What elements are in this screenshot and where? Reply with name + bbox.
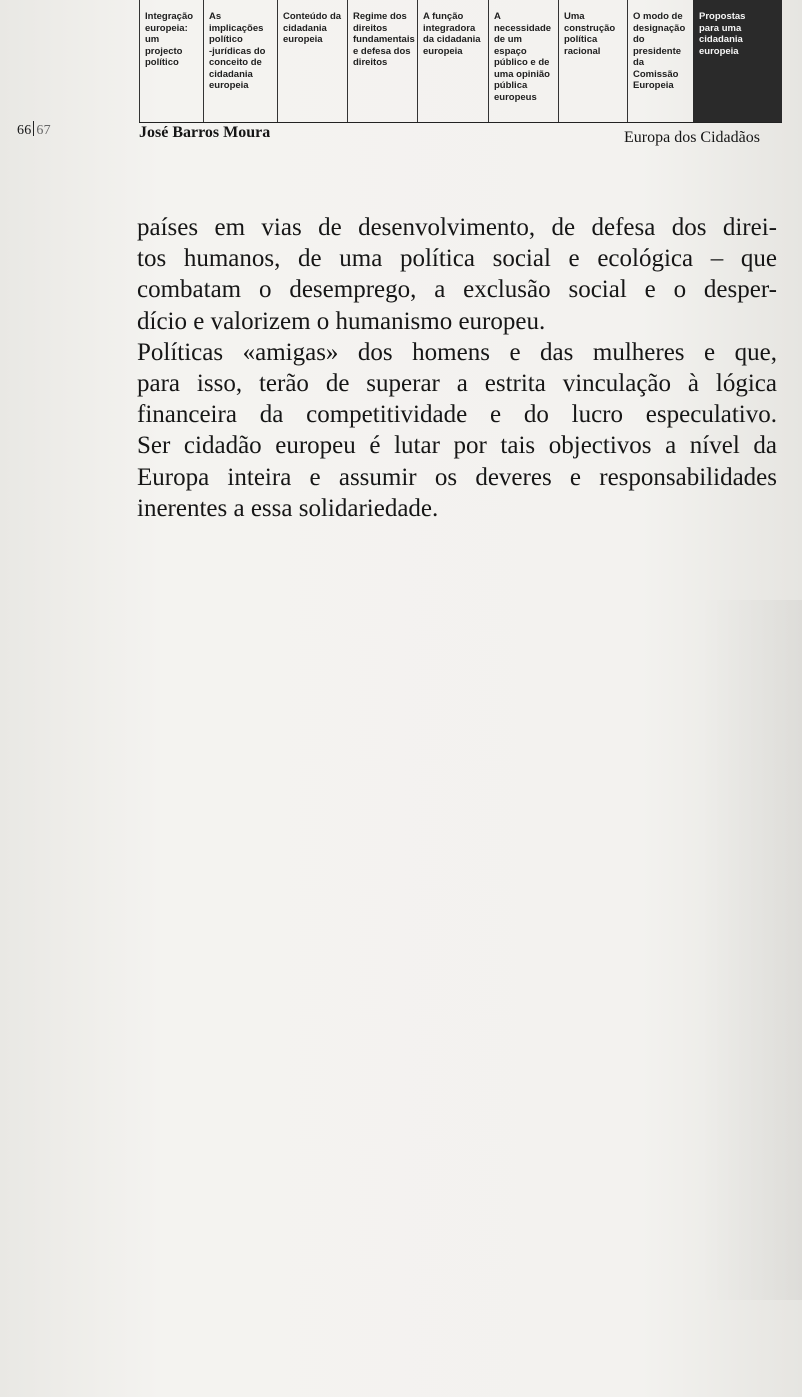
text-line: Políticas «amigas» dos homens e das mulheres e que, bbox=[137, 338, 777, 366]
toc-cell-implicacoes: As implicações político -jurídicas do conceito de cidadania europeia bbox=[203, 0, 277, 122]
text-line: inerentes a essa solidariedade. bbox=[137, 494, 439, 522]
text-line: tos humanos, de uma política social e ecológica – que bbox=[137, 245, 777, 273]
text-line: Ser cidadão europeu é lutar por tais objectivos a nível da bbox=[137, 432, 777, 460]
toc-cell-construcao: Uma construção política racional bbox=[558, 0, 627, 122]
page-number-divider bbox=[33, 121, 34, 136]
text-line: países em vias de desenvolvimento, de defesa dos direi- bbox=[137, 214, 777, 241]
body-text bbox=[137, 212, 777, 524]
paragraph-2 bbox=[137, 337, 777, 524]
running-header-book-title: Europa dos Cidadãos bbox=[624, 129, 760, 146]
text-line: Europa inteira e assumir os deveres e responsabilidades bbox=[137, 463, 777, 491]
text-line: combatam o desemprego, a exclusão social e o desper- bbox=[137, 276, 777, 304]
toc-cell-necessidade: A necessidade de um espaço público e de uma opinião pública europeus bbox=[488, 0, 558, 122]
page-number-left: 66 bbox=[17, 123, 32, 138]
toc-cell-conteudo: Conteúdo da cidadania europeia bbox=[277, 0, 347, 122]
page-numbers bbox=[17, 121, 51, 139]
running-header-author: José Barros Moura bbox=[139, 124, 271, 141]
toc-cell-propostas-active: Propostas para uma cidadania europeia bbox=[693, 0, 782, 122]
paragraph-1 bbox=[137, 212, 777, 337]
toc-cell-integracao: Integração europeia: um projecto político bbox=[139, 0, 203, 122]
toc-cell-regime: Regime dos direitos fundamentais e defesa dos direitos bbox=[347, 0, 417, 122]
page-edge-shadow bbox=[700, 600, 802, 1300]
chapter-navigation-table bbox=[139, 0, 782, 123]
page-number-right: 67 bbox=[36, 123, 51, 138]
text-line: financeira da competitividade e do lucro especulativo. bbox=[137, 401, 777, 429]
text-line: para isso, terão de superar a estrita vinculação à lógica bbox=[137, 370, 777, 398]
toc-cell-modo: O modo de designação do presidente da Comissão Europeia bbox=[627, 0, 693, 122]
text-line: dício e valorizem o humanismo europeu. bbox=[137, 307, 546, 335]
toc-cell-funcao: A função integradora da cidadania europeia bbox=[417, 0, 488, 122]
